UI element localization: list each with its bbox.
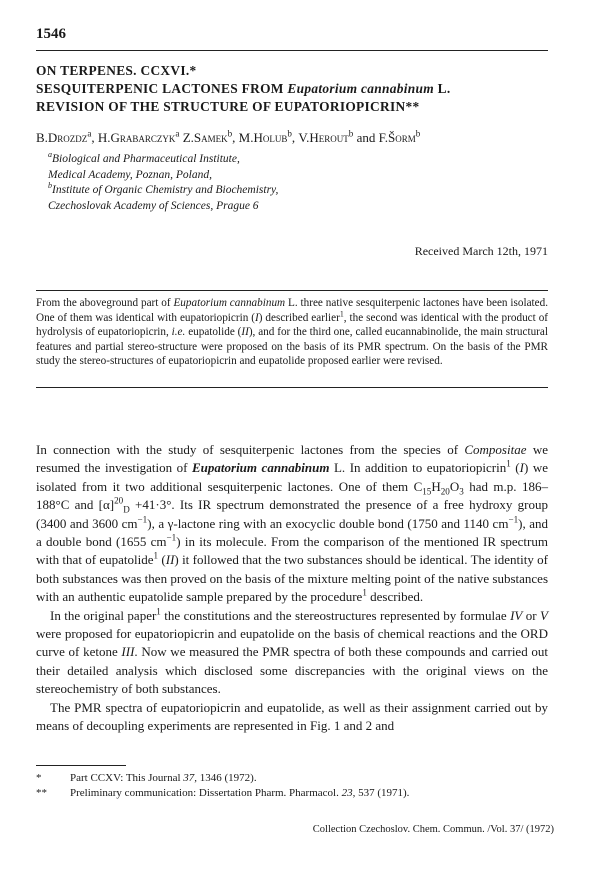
footnote-1: * Part CCXV: This Journal 37, 1346 (1972). [36,772,257,784]
page-number: 1546 [36,26,66,42]
abstract-bottom-rule [36,387,548,388]
affiliation-b-line-1: $^b$Institute of Organic Chemistry and Biochemistry, [48,181,279,196]
author-4: M.Holub [238,130,288,145]
abstract: From the aboveground part of Eupatorium cannabinum L. three native sesquiterpenic lactones have been isolated. One of them was identical with eupatoriopicrin (I) described earlier$^1$, the second was identical with the product of hydrolysis of eupatoriopicrin, i.e. eupatolide (II), and for the third one, called eucannabinolide, the main structural features and partial stereo-structure were proposed on the basis of its PMR spectrum. On the basis of the PMR study the stereo-structures of eupatoriopicrin and eupatolide proposed earlier were revised. [36,297,549,367]
title-line-3: REVISION OF THE STRUCTURE OF EUPATORIOPICRIN** [36,99,420,114]
footnote-rule [36,765,126,766]
footnotes [36,771,556,801]
body-paragraph-3: The PMR spectra of eupatoriopicrin and eupatolide, as well as their assignment carried out by means of decoupling experiments are represented in Fig. 1 and 2 and [36,699,548,734]
body-paragraph-2: In the original paper$^1$ the constitutions and the stereostructures represented by formulae IV or V were proposed for eupatoriopicrin and eupatolide on the basis of chemical reactions and the ORD curve of ketone III. Now we measured the PMR spectra of both these compounds and carried out their detailed analysis which disclosed some discrepancies with the original views on the stereochemistry of both substances. [36,606,548,697]
body-paragraph-1: In connection with the study of sesquiterpenic lactones from the species of Compositae we resumed the investigation of Eupatorium cannabinum L. In addition to eupatoriopicrin$^1$ (I) we isolated from it two additional sesquiterpenic lactones. One of them $C_{15}H_{20}O_3$ had m.p. 186–188°C and $[\alpha]^{20}_D +41\cdot 3^\circ$. Its IR spectrum demonstrated the presence of a free hydroxy group (3400 and 3600 $cm^{-1}$), a γ-lactone ring with an exocyclic double bond (1750 and 1140 $cm^{-1}$), and a double bond (1655 $cm^{-1}$) in its molecule. From the comparison of the mentioned IR spectrum with that of eupatolide$^1$ (II) it followed that the two substances should be identical. The identity of both substances was then proved on the basis of the mixture melting point of the native substances with an authentic eupatolide sample prepared by the procedure$^1$ described. [36,442,548,605]
author-6: F.Šorm [378,130,416,145]
footnote-2: ** Preliminary communication: Dissertation Pharm. Pharmacol. 23, 537 (1971). [36,787,410,799]
author-1: B.Drozdz [36,130,88,145]
title-line-2: SESQUITERPENIC LACTONES FROM Eupatorium cannabinum L. [36,81,451,96]
author-5: V.Herout [298,130,349,145]
author-2: H.Grabarczyk [97,130,176,145]
author-3: Z.Samek [182,130,228,145]
received-date: Received March 12th, 1971 [414,244,548,258]
title-line-1: ON TERPENES. CCXVI.* [36,63,197,78]
abstract-top-rule [36,290,548,291]
affiliation-a-line-2: Medical Academy, Poznan, Poland, [48,168,212,181]
affiliations [48,152,278,214]
author-list: B.Drozdz$^a$, H.Grabarczyk$^a$ Z.Samek$^b$, M.Holub$^b$, V.Herout$^b$ and F.Šorm$^b$ [36,128,421,145]
journal-citation: Collection Czechoslov. Chem. Commun. /Vol. 37/ (1972) [312,824,554,835]
affiliation-a-line-1: $^a$Biological and Pharmaceutical Institute, [48,150,240,165]
header-rule [36,50,548,51]
article-body [36,441,548,736]
affiliation-b-line-2: Czechoslovak Academy of Sciences, Prague 6 [48,199,259,212]
article-title [36,62,556,116]
